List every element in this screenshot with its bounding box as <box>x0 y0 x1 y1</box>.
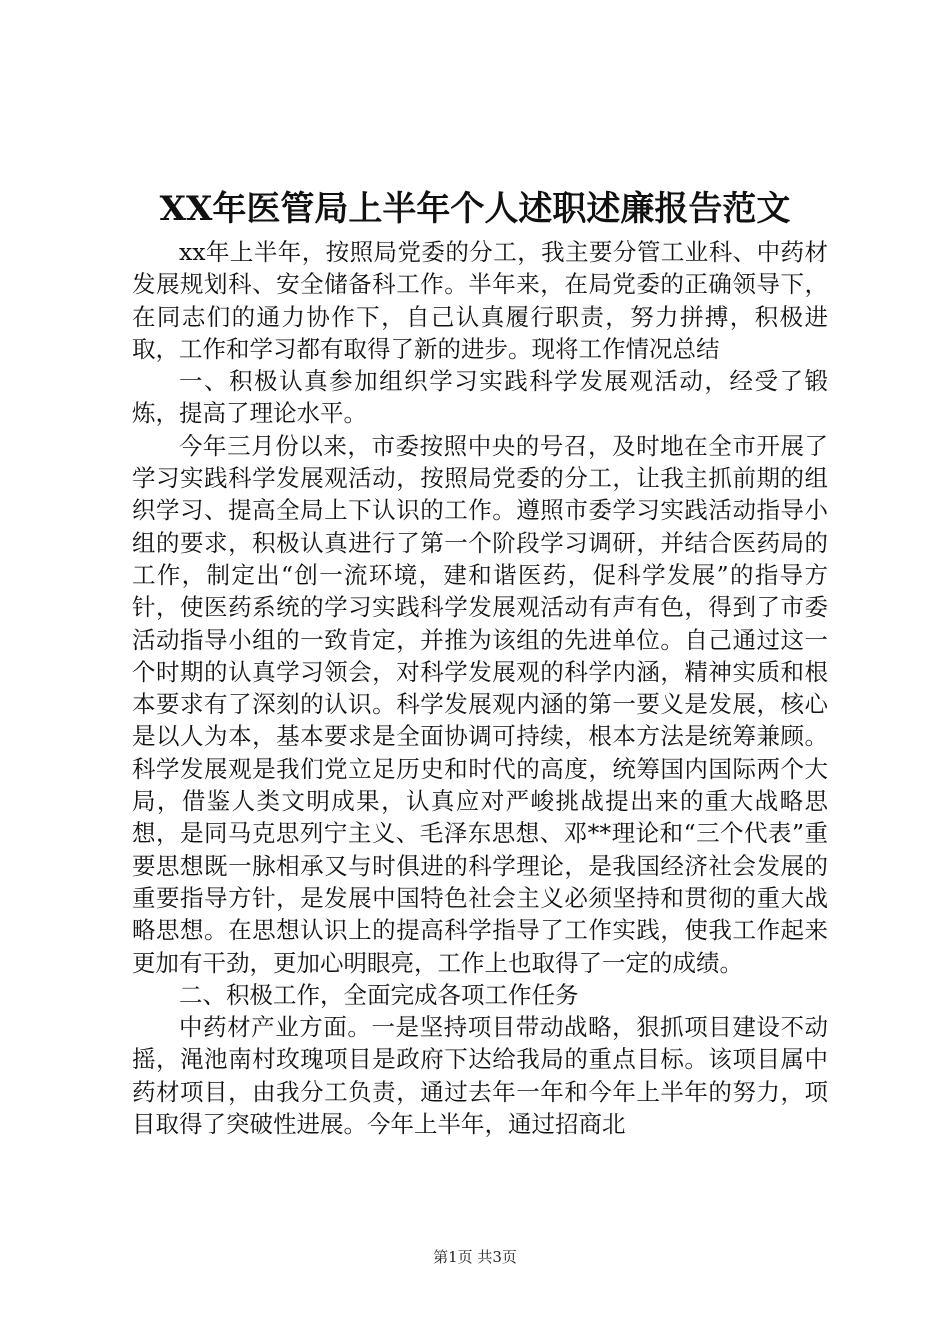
page-number-footer: 第1页 共3页 <box>433 1248 517 1266</box>
paragraph-intro: xx年上半年，按照局党委的分工，我主要分管工业科、中药材发展规划科、安全储备科工作。半年来，在局党委的正确领导下，在同志们的通力协作下，自己认真履行职责，努力拼搏，积极进取，工作和学习都有取得了新的进步。现将工作情况总结 <box>132 238 828 363</box>
paragraph-section-2-heading: 二、积极工作，全面完成各项工作任务 <box>179 980 579 1009</box>
paragraph-section-1-body: 今年三月份以来，市委按照中央的号召，及时地在全市开展了学习实践科学发展观活动，按照局党委的分工，让我主抓前期的组织学习、提高全局上下认识的工作。遵照市委学习实践活动指导小组的要求，积极认真进行了第一个阶段学习调研，并结合医药局的工作，制定出“创一流环境，建和谐医药，促科学发展”的指导方针，使医药系统的学习实践科学发展观活动有声有色，得到了市委活动指导小组的一致肯定，并推为该组的先进单位。自己通过这一个时期的认真学习领会，对科学发展观的科学内涵，精神实质和根本要求有了深刻的认识。科学发展观内涵的第一要义是发展，核心是以人为本，基本要求是全面协调可持续，根本方法是统筹兼顾。科学发展观是我们党立足历史和时代的高度，统筹国内国际两个大局，借鉴人类文明成果，认真应对严峻挑战提出来的重大战略思想，是同马克思列宁主义、毛泽东思想、邓**理论和“三个代表”重要思想既一脉相承又与时俱进的科学理论，是我国经济社会发展的重要指导方针，是发展中国特色社会主义必须坚持和贯彻的重大战略思想。在思想认识上的提高科学指导了工作实践，使我工作起来更加有干劲，更加心明眼亮，工作上也取得了一定的成绩。 <box>132 431 828 977</box>
paragraph-section-1-heading: 一、积极认真参加组织学习实践科学发展观活动，经受了锻炼，提高了理论水平。 <box>132 367 828 428</box>
document-body <box>132 236 828 1140</box>
document-title: XX年医管局上半年个人述职述廉报告范文 <box>159 189 791 229</box>
paragraph-section-2-body: 中药材产业方面。一是坚持项目带动战略，狠抓项目建设不动摇，渑池南村玫瑰项目是政府下达给我局的重点目标。该项目属中药材项目，由我分工负责，通过去年一年和今年上半年的努力，项目取得了突破性进展。今年上半年，通过招商北 <box>132 1013 828 1139</box>
